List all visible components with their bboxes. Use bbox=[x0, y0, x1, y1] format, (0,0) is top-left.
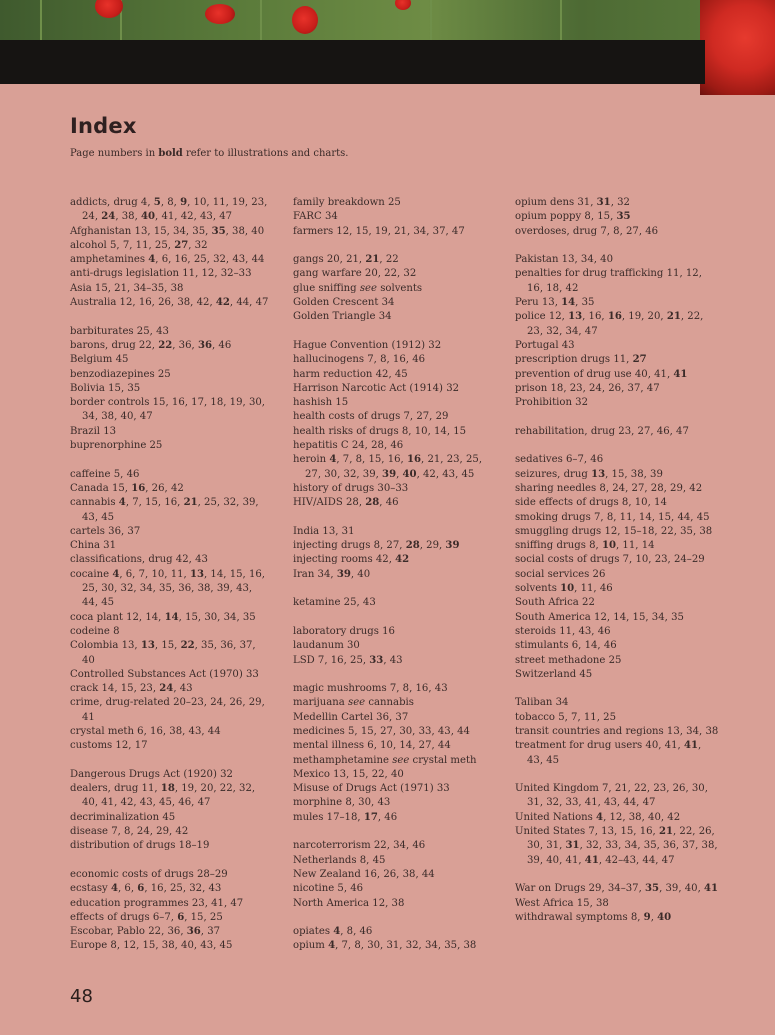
index-entry: Asia 15, 21, 34–35, 38 bbox=[70, 282, 184, 294]
index-entry: tobacco 5, 7, 11, 25 bbox=[515, 711, 616, 723]
index-entry: education programmes 23, 41, 47 bbox=[70, 897, 244, 909]
index-column-3 bbox=[515, 196, 720, 925]
index-entry: Australia 12, 16, 26, 38, 42, 42, 44, 47 bbox=[70, 297, 269, 309]
index-entry: crack 14, 15, 23, 24, 43 bbox=[70, 683, 193, 695]
index-entry: solvents 10, 11, 46 bbox=[515, 583, 613, 595]
index-gap bbox=[293, 511, 493, 525]
index-gap bbox=[293, 582, 493, 596]
index-entry: Prohibition 32 bbox=[515, 397, 589, 409]
index-entry: laboratory drugs 16 bbox=[293, 625, 395, 637]
index-entry: sniffing drugs 8, 10, 11, 14 bbox=[515, 540, 655, 552]
index-entry: injecting drugs 8, 27, 28, 29, 39 bbox=[293, 540, 460, 552]
index-entry: South Africa 22 bbox=[515, 597, 595, 609]
index-entry: social costs of drugs 7, 10, 23, 24–29 bbox=[515, 554, 705, 566]
index-entry: Afghanistan 13, 15, 34, 35, 35, 38, 40 bbox=[70, 225, 265, 237]
index-entry: steroids 11, 43, 46 bbox=[515, 625, 611, 637]
index-entry: caffeine 5, 46 bbox=[70, 468, 140, 480]
index-entry: sedatives 6–7, 46 bbox=[515, 454, 604, 466]
index-entry: health risks of drugs 8, 10, 14, 15 bbox=[293, 425, 467, 437]
index-entry: United Nations 4, 12, 38, 40, 42 bbox=[515, 811, 681, 823]
index-entry: Harrison Narcotic Act (1914) 32 bbox=[293, 382, 460, 394]
index-entry: narcoterrorism 22, 34, 46 bbox=[293, 840, 426, 852]
index-entry: crystal meth 6, 16, 38, 43, 44 bbox=[70, 725, 221, 737]
index-gap bbox=[70, 754, 270, 768]
index-entry: amphetamines 4, 6, 16, 25, 32, 43, 44 bbox=[70, 254, 265, 266]
index-entry: prescription drugs 11, 27 bbox=[515, 354, 647, 366]
index-entry: United States 7, 13, 15, 16, 21, 22, 26, 30, 31, 31, 32, 33, 34, 35, 36, 37, 38, 39, 40, 41, 41, 42–43, 44, 47 bbox=[515, 826, 718, 866]
index-entry: health costs of drugs 7, 27, 29 bbox=[293, 411, 449, 423]
index-entry: mental illness 6, 10, 14, 27, 44 bbox=[293, 740, 451, 752]
page-subtitle: Page numbers in bold refer to illustrations and charts. bbox=[70, 148, 349, 159]
index-entry: Belgium 45 bbox=[70, 354, 129, 366]
index-entry: codeine 8 bbox=[70, 625, 120, 637]
index-entry: Colombia 13, 13, 15, 22, 35, 36, 37, 40 bbox=[70, 640, 256, 666]
index-gap bbox=[515, 768, 720, 782]
index-entry: Canada 15, 16, 26, 42 bbox=[70, 482, 184, 494]
index-entry: overdoses, drug 7, 8, 27, 46 bbox=[515, 225, 659, 237]
index-entry: Iran 34, 39, 40 bbox=[293, 568, 371, 580]
index-entry: social services 26 bbox=[515, 568, 606, 580]
index-entry: South America 12, 14, 15, 34, 35 bbox=[515, 611, 684, 623]
index-entry: Pakistan 13, 34, 40 bbox=[515, 254, 614, 266]
index-entry: heroin 4, 7, 8, 15, 16, 16, 21, 23, 25, 27, 30, 32, 39, 39, 40, 42, 43, 45 bbox=[293, 454, 483, 480]
index-entry: hallucinogens 7, 8, 16, 46 bbox=[293, 354, 426, 366]
index-entry: Dangerous Drugs Act (1920) 32 bbox=[70, 768, 233, 780]
index-entry: seizures, drug 13, 15, 38, 39 bbox=[515, 468, 663, 480]
index-entry: smoking drugs 7, 8, 11, 14, 15, 44, 45 bbox=[515, 511, 710, 523]
index-entry: India 13, 31 bbox=[293, 525, 355, 537]
index-entry: gang warfare 20, 22, 32 bbox=[293, 268, 417, 280]
index-gap bbox=[515, 410, 720, 424]
index-entry: harm reduction 42, 45 bbox=[293, 368, 408, 380]
index-entry: Brazil 13 bbox=[70, 425, 117, 437]
index-entry: glue sniffing see solvents bbox=[293, 282, 423, 294]
index-entry: China 31 bbox=[70, 540, 117, 552]
index-entry: dealers, drug 11, 18, 19, 20, 22, 32, 40, 41, 42, 43, 45, 46, 47 bbox=[70, 783, 256, 809]
index-entry: addicts, drug 4, 5, 8, 9, 10, 11, 19, 23, 24, 24, 38, 40, 41, 42, 43, 47 bbox=[70, 197, 268, 223]
index-entry: police 12, 13, 16, 16, 19, 20, 21, 22, 23, 32, 34, 47 bbox=[515, 311, 704, 337]
index-gap bbox=[293, 325, 493, 339]
index-entry: Medellin Cartel 36, 37 bbox=[293, 711, 409, 723]
index-entry: hepatitis C 24, 28, 46 bbox=[293, 440, 404, 452]
index-entry: cocaine 4, 6, 7, 10, 11, 13, 14, 15, 16, 25, 30, 32, 34, 35, 36, 38, 39, 43, 44, 45 bbox=[70, 568, 266, 609]
index-entry: opium 4, 7, 8, 30, 31, 32, 34, 35, 38 bbox=[293, 940, 477, 952]
index-entry: magic mushrooms 7, 8, 16, 43 bbox=[293, 683, 448, 695]
poppy-photo-corner bbox=[700, 0, 775, 95]
index-entry: methamphetamine see crystal meth bbox=[293, 754, 477, 766]
index-entry: Europe 8, 12, 15, 38, 40, 43, 45 bbox=[70, 940, 233, 952]
index-entry: opium poppy 8, 15, 35 bbox=[515, 211, 631, 223]
index-gap bbox=[515, 868, 720, 882]
index-entry: distribution of drugs 18–19 bbox=[70, 840, 210, 852]
index-entry: hashish 15 bbox=[293, 397, 349, 409]
index-entry: nicotine 5, 46 bbox=[293, 883, 364, 895]
index-entry: effects of drugs 6–7, 6, 15, 25 bbox=[70, 911, 223, 923]
index-entry: anti-drugs legislation 11, 12, 32–33 bbox=[70, 268, 252, 280]
index-entry: laudanum 30 bbox=[293, 640, 360, 652]
index-gap bbox=[293, 668, 493, 682]
index-entry: Hague Convention (1912) 32 bbox=[293, 339, 442, 351]
index-gap bbox=[293, 911, 493, 925]
index-entry: United Kingdom 7, 21, 22, 23, 26, 30, 31, 32, 33, 41, 43, 44, 47 bbox=[515, 783, 708, 809]
index-entry: classifications, drug 42, 43 bbox=[70, 554, 208, 566]
index-entry: treatment for drug users 40, 41, 41, 43, 45 bbox=[515, 740, 702, 766]
index-entry: street methadone 25 bbox=[515, 654, 622, 666]
index-entry: Misuse of Drugs Act (1971) 33 bbox=[293, 783, 450, 795]
index-entry: Peru 13, 14, 35 bbox=[515, 297, 595, 309]
index-entry: FARC 34 bbox=[293, 211, 338, 223]
index-entry: smuggling drugs 12, 15–18, 22, 35, 38 bbox=[515, 525, 713, 537]
index-entry: prevention of drug use 40, 41, 41 bbox=[515, 368, 688, 380]
index-entry: opiates 4, 8, 46 bbox=[293, 926, 373, 938]
page-number: 48 bbox=[70, 986, 93, 1007]
index-entry: coca plant 12, 14, 14, 15, 30, 34, 35 bbox=[70, 611, 256, 623]
index-entry: marijuana see cannabis bbox=[293, 697, 414, 709]
index-entry: penalties for drug trafficking 11, 12, 16, 18, 42 bbox=[515, 268, 702, 294]
index-entry: Taliban 34 bbox=[515, 697, 569, 709]
header-banner-image bbox=[0, 0, 775, 40]
index-column-2 bbox=[293, 196, 493, 954]
index-entry: alcohol 5, 7, 11, 25, 27, 32 bbox=[70, 239, 208, 251]
index-entry: sharing needles 8, 24, 27, 28, 29, 42 bbox=[515, 482, 703, 494]
index-entry: injecting rooms 42, 42 bbox=[293, 554, 410, 566]
index-entry: transit countries and regions 13, 34, 38 bbox=[515, 725, 719, 737]
index-entry: rehabilitation, drug 23, 27, 46, 47 bbox=[515, 425, 689, 437]
index-entry: side effects of drugs 8, 10, 14 bbox=[515, 497, 667, 509]
index-entry: Mexico 13, 15, 22, 40 bbox=[293, 768, 404, 780]
index-entry: medicines 5, 15, 27, 30, 33, 43, 44 bbox=[293, 725, 470, 737]
index-entry: mules 17–18, 17, 46 bbox=[293, 811, 398, 823]
index-entry: cannabis 4, 7, 15, 16, 21, 25, 32, 39, 43, 45 bbox=[70, 497, 259, 523]
index-entry: stimulants 6, 14, 46 bbox=[515, 640, 617, 652]
index-entry: LSD 7, 16, 25, 33, 43 bbox=[293, 654, 403, 666]
index-entry: New Zealand 16, 26, 38, 44 bbox=[293, 868, 435, 880]
index-entry: buprenorphine 25 bbox=[70, 440, 163, 452]
index-entry: family breakdown 25 bbox=[293, 197, 401, 208]
index-entry: Golden Crescent 34 bbox=[293, 297, 395, 309]
index-entry: withdrawal symptoms 8, 9, 40 bbox=[515, 911, 672, 923]
index-gap bbox=[293, 611, 493, 625]
index-entry: farmers 12, 15, 19, 21, 34, 37, 47 bbox=[293, 225, 465, 237]
page-title: Index bbox=[70, 114, 137, 138]
index-entry: morphine 8, 30, 43 bbox=[293, 797, 391, 809]
index-entry: disease 7, 8, 24, 29, 42 bbox=[70, 826, 189, 838]
index-entry: economic costs of drugs 28–29 bbox=[70, 868, 228, 880]
index-gap bbox=[293, 825, 493, 839]
index-gap bbox=[515, 682, 720, 696]
index-entry: barbiturates 25, 43 bbox=[70, 325, 169, 337]
index-entry: gangs 20, 21, 21, 22 bbox=[293, 254, 399, 266]
index-entry: Escobar, Pablo 22, 36, 36, 37 bbox=[70, 926, 221, 938]
index-entry: ecstasy 4, 6, 6, 16, 25, 32, 43 bbox=[70, 883, 222, 895]
index-entry: HIV/AIDS 28, 28, 46 bbox=[293, 497, 399, 509]
index-entry: barons, drug 22, 22, 36, 36, 46 bbox=[70, 339, 232, 351]
index-gap bbox=[70, 453, 270, 467]
index-entry: Portugal 43 bbox=[515, 339, 575, 351]
index-entry: prison 18, 23, 24, 26, 37, 47 bbox=[515, 382, 660, 394]
index-entry: Golden Triangle 34 bbox=[293, 311, 392, 323]
index-column-1 bbox=[70, 196, 270, 954]
index-gap bbox=[70, 310, 270, 324]
index-entry: border controls 15, 16, 17, 18, 19, 30, 34, 38, 40, 47 bbox=[70, 397, 265, 423]
header-bar bbox=[0, 40, 705, 84]
index-entry: benzodiazepines 25 bbox=[70, 368, 171, 380]
index-gap bbox=[70, 854, 270, 868]
index-entry: customs 12, 17 bbox=[70, 740, 148, 752]
index-entry: cartels 36, 37 bbox=[70, 525, 141, 537]
index-entry: ketamine 25, 43 bbox=[293, 597, 376, 609]
index-entry: Controlled Substances Act (1970) 33 bbox=[70, 668, 259, 680]
index-entry: West Africa 15, 38 bbox=[515, 897, 609, 909]
index-gap bbox=[293, 239, 493, 253]
index-entry: War on Drugs 29, 34–37, 35, 39, 40, 41 bbox=[515, 883, 719, 895]
index-entry: North America 12, 38 bbox=[293, 897, 405, 909]
index-entry: decriminalization 45 bbox=[70, 811, 176, 823]
index-gap bbox=[515, 239, 720, 253]
index-entry: Switzerland 45 bbox=[515, 668, 593, 680]
index-entry: opium dens 31, 31, 32 bbox=[515, 197, 630, 208]
index-entry: Netherlands 8, 45 bbox=[293, 854, 386, 866]
index-entry: crime, drug-related 20–23, 24, 26, 29, 41 bbox=[70, 697, 265, 723]
index-entry: history of drugs 30–33 bbox=[293, 482, 409, 494]
index-entry: Bolivia 15, 35 bbox=[70, 382, 141, 394]
index-gap bbox=[515, 439, 720, 453]
